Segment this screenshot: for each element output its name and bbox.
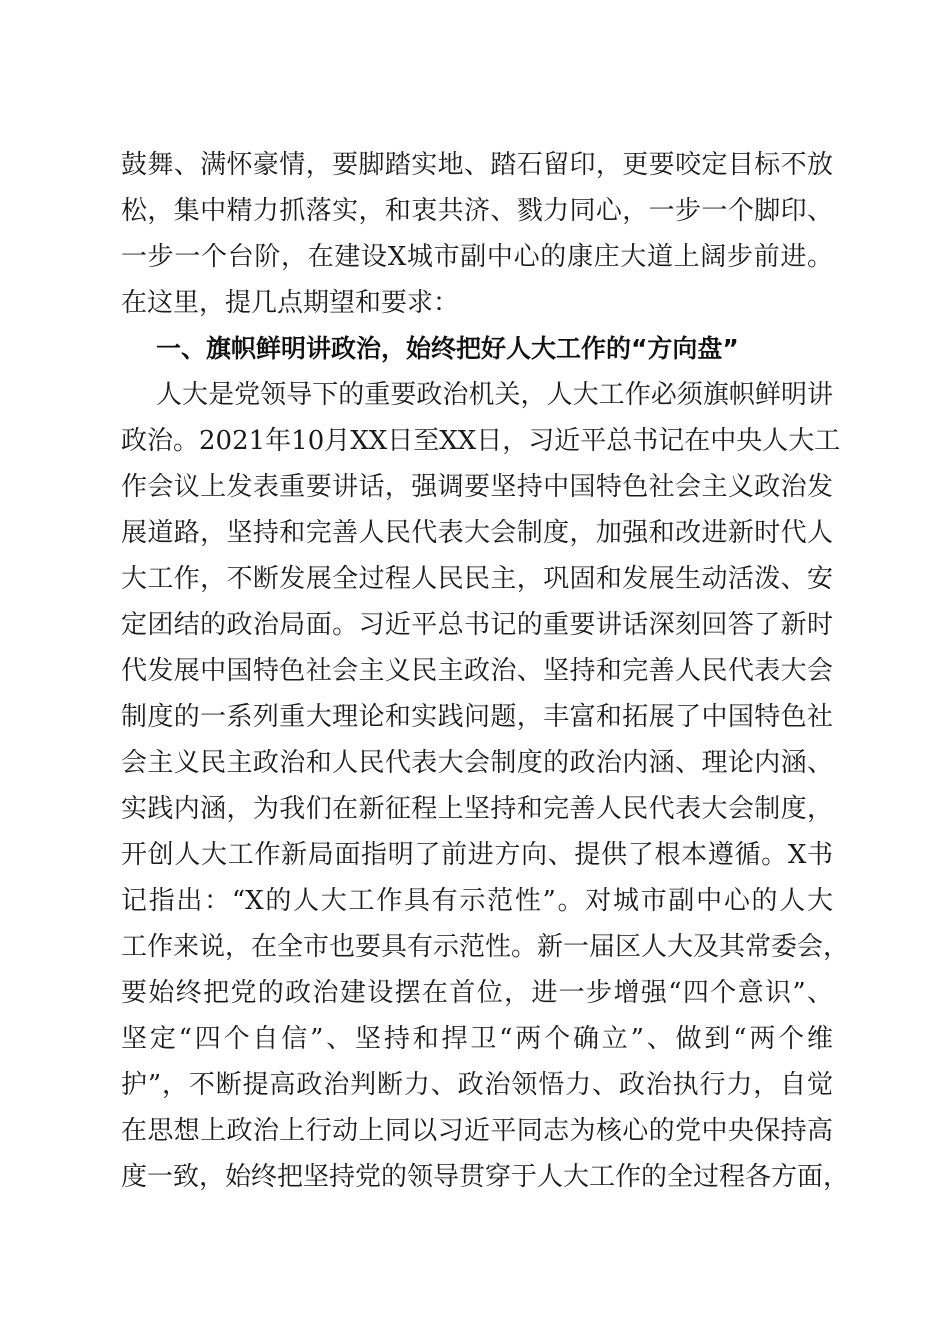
body-line-16: 护”，不断提高政治判断力、政治领悟力、政治执行力，自觉: [121, 1070, 833, 1100]
intro-line-4: 在这里，提几点期望和要求：: [121, 288, 460, 318]
body-line-1: 人大是党领导下的重要政治机关，人大工作必须旗帜鲜明讲: [156, 380, 833, 410]
intro-line-1: 鼓舞、满怀豪情，要脚踏实地、踏石留印，更要咬定目标不放: [121, 150, 833, 180]
body-line-13: 工作来说，在全市也要具有示范性。新一届区人大及其常委会，: [121, 932, 850, 962]
body-line-2: 政治。2021年10月XX日至XX日，习近平总书记在中央人大工: [121, 426, 841, 456]
body-line-12: 记指出：“X的人大工作具有示范性”。对城市副中心的人大: [121, 886, 833, 916]
body-line-15: 坚定“四个自信”、坚持和捍卫“两个确立”、做到“两个维: [121, 1024, 833, 1054]
body-line-10: 实践内涵，为我们在新征程上坚持和完善人民代表大会制度，: [121, 794, 833, 824]
body-line-18: 度一致，始终把坚持党的领导贯穿于人大工作的全过程各方面，: [121, 1162, 850, 1192]
body-line-3: 作会议上发表重要讲话，强调要坚持中国特色社会主义政治发: [121, 472, 833, 502]
body-line-6: 定团结的政治局面。习近平总书记的重要讲话深刻回答了新时: [121, 610, 833, 640]
body-line-4: 展道路，坚持和完善人民代表大会制度，加强和改进新时代人: [121, 518, 833, 548]
body-line-8: 制度的一系列重大理论和实践问题，丰富和拓展了中国特色社: [121, 702, 833, 732]
intro-line-2: 松，集中精力抓落实，和衷共济、戮力同心，一步一个脚印、: [121, 196, 833, 226]
body-line-17: 在思想上政治上行动上同以习近平同志为核心的党中央保持高: [121, 1116, 833, 1146]
body-line-7: 代发展中国特色社会主义民主政治、坚持和完善人民代表大会: [121, 656, 833, 686]
body-line-5: 大工作，不断发展全过程人民民主，巩固和发展生动活泼、安: [121, 564, 833, 594]
intro-line-3: 一步一个台阶，在建设X城市副中心的康庄大道上阔步前进。: [121, 242, 833, 272]
body-line-14: 要始终把党的政治建设摆在首位，进一步增强“四个意识”、: [121, 978, 833, 1008]
body-line-9: 会主义民主政治和人民代表大会制度的政治内涵、理论内涵、: [121, 748, 833, 778]
section-heading: 一、旗帜鲜明讲政治，始终把好人大工作的“方向盘”: [156, 334, 739, 363]
body-line-11: 开创人大工作新局面指明了前进方向、提供了根本遵循。X书: [121, 840, 833, 870]
